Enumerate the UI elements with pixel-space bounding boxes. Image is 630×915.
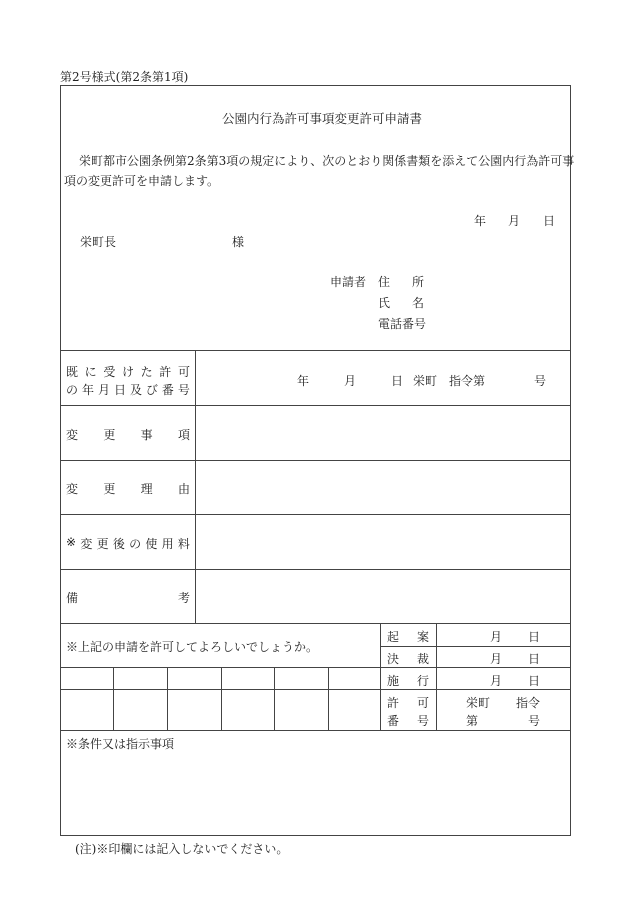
conditions-field[interactable] bbox=[61, 752, 570, 834]
rule-drafted bbox=[380, 646, 571, 647]
approval-question: ※上記の申請を許可してよろしいでしょうか。 bbox=[66, 640, 319, 654]
permit-no-suffix: 号 bbox=[528, 714, 541, 728]
prior-permit-town: 栄町 bbox=[413, 374, 438, 388]
rule-label-column bbox=[195, 350, 196, 623]
date-day: 日 bbox=[543, 214, 556, 228]
date-year: 年 bbox=[474, 214, 487, 228]
decided-day: 日 bbox=[528, 652, 541, 666]
form-id: 第2号様式(第2条第1項) bbox=[60, 70, 189, 84]
remarks-field[interactable] bbox=[197, 571, 569, 621]
stamp-cell-1[interactable] bbox=[61, 668, 112, 729]
drafted-label: 起 案 bbox=[387, 630, 429, 644]
change-reason-field[interactable] bbox=[197, 462, 569, 512]
fee-label: ※ 変 更 後 の 使 用 料 bbox=[66, 535, 190, 551]
permit-directive: 指令 bbox=[516, 696, 541, 710]
addressee-honorific: 様 bbox=[232, 235, 245, 249]
remarks-label: 備 考 bbox=[66, 591, 190, 605]
addressee: 栄町長 bbox=[80, 235, 117, 249]
fee-field[interactable] bbox=[197, 516, 569, 567]
prior-permit-number[interactable]: 号 bbox=[534, 374, 547, 388]
change-items-label: 変 更 事 項 bbox=[66, 428, 190, 442]
conditions-label: ※条件又は指示事項 bbox=[66, 737, 175, 751]
prior-permit-label-line1: 既 に 受 け た 許 可 bbox=[66, 365, 190, 379]
enforced-label: 施 行 bbox=[387, 674, 429, 688]
stamp-cell-3[interactable] bbox=[168, 668, 220, 729]
applicant-name-label: 氏 名 bbox=[378, 296, 424, 310]
prior-permit-year[interactable]: 年 bbox=[297, 374, 310, 388]
rule-fee bbox=[60, 569, 571, 570]
change-items-field[interactable] bbox=[197, 407, 569, 458]
enforced-day: 日 bbox=[528, 674, 541, 688]
document-title: 公園内行為許可事項変更許可申請書 bbox=[222, 111, 423, 126]
footer-note: (注)※印欄には記入しないでください。 bbox=[75, 842, 289, 856]
rule-approval-right bbox=[436, 623, 437, 730]
drafted-month: 月 bbox=[490, 630, 503, 644]
drafted-day: 日 bbox=[528, 630, 541, 644]
stamp-cell-2[interactable] bbox=[114, 668, 166, 729]
prior-permit-month[interactable]: 月 bbox=[344, 374, 357, 388]
rule-prior-permit bbox=[60, 405, 571, 406]
prior-permit-directive: 指令第 bbox=[449, 374, 486, 388]
date-month: 月 bbox=[508, 214, 521, 228]
rule-change-items bbox=[60, 460, 571, 461]
stamp-cell-5[interactable] bbox=[275, 668, 327, 729]
change-reason-label: 変 更 理 由 bbox=[66, 482, 190, 496]
intro-text-line1: 栄町都市公園条例第2条第3項の規定により、次のとおり関係書類を添えて公園内行為許可事 bbox=[79, 154, 575, 168]
rule-approval-left bbox=[380, 623, 381, 730]
rule-remarks bbox=[60, 623, 571, 624]
prior-permit-label-line2: の 年 月 日 及 び 番 号 bbox=[66, 383, 190, 397]
applicant-label: 申請者 bbox=[330, 275, 367, 289]
intro-text-line2: 項の変更許可を申請します。 bbox=[64, 174, 220, 188]
applicant-address-label: 住 所 bbox=[378, 275, 424, 289]
prior-permit-day[interactable]: 日 bbox=[391, 374, 404, 388]
permit-label-line1: 許 可 bbox=[387, 696, 429, 710]
decided-month: 月 bbox=[490, 652, 503, 666]
permit-no-prefix: 第 bbox=[466, 714, 479, 728]
rule-permit-number bbox=[60, 730, 571, 731]
permit-label-line2: 番 号 bbox=[387, 714, 429, 728]
decided-label: 決 裁 bbox=[387, 652, 429, 666]
stamp-cell-4[interactable] bbox=[222, 668, 273, 729]
stamp-cell-6[interactable] bbox=[329, 668, 379, 729]
rule-change-reason bbox=[60, 514, 571, 515]
enforced-month: 月 bbox=[490, 674, 503, 688]
rule-header-bottom bbox=[60, 350, 571, 351]
applicant-phone-label: 電話番号 bbox=[378, 317, 427, 331]
permit-town: 栄町 bbox=[466, 696, 491, 710]
